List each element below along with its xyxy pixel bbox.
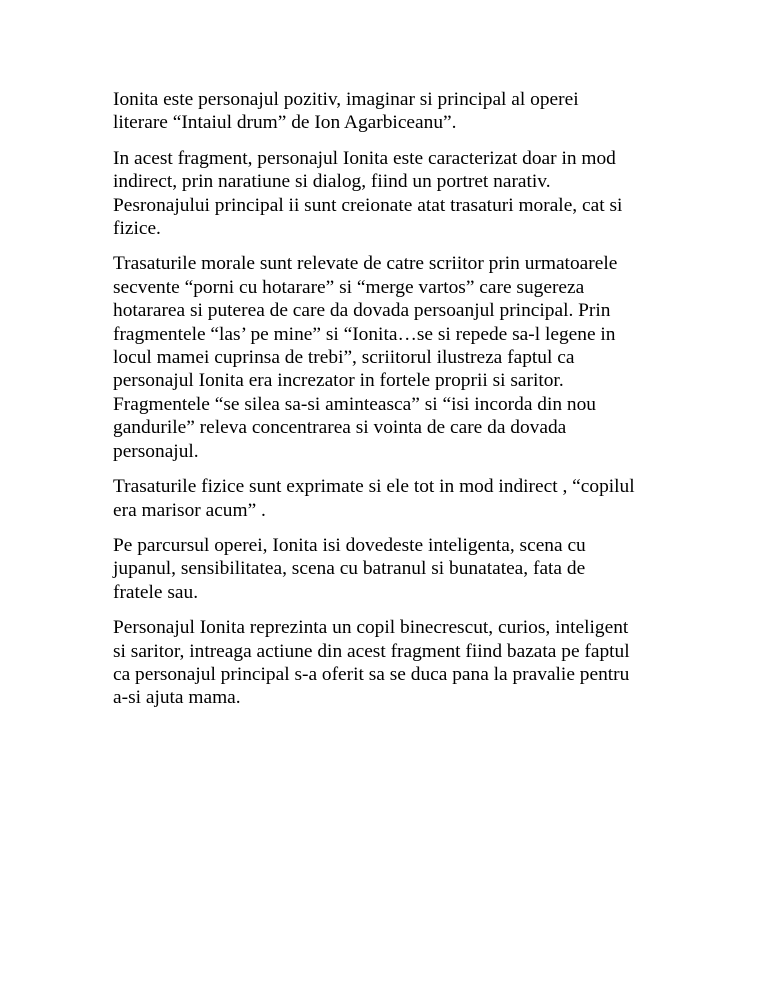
text-line: Pe parcursul operei, Ionita isi dovedeste inteligenta, scena cu <box>113 534 586 556</box>
text-line: fratele sau. <box>113 581 199 603</box>
text-line: hotararea si puterea de care da dovada persoanjul principal. Prin <box>113 300 611 322</box>
text-line: fragmentele “las’ pe mine” si “Ionita…se si repede sa-l legene in <box>113 323 616 345</box>
text-line: Personajul Ionita reprezinta un copil binecrescut, curios, inteligent <box>113 617 629 639</box>
text-line: ca personajul principal s-a oferit sa se duca pana la pravalie pentru <box>113 663 630 685</box>
text-line: Trasaturile morale sunt relevate de catre scriitor prin urmatoarele <box>113 253 618 275</box>
text-line: Trasaturile fizice sunt exprimate si ele tot in mod indirect , “copilul <box>113 476 635 498</box>
text-line: fizice. <box>113 218 161 240</box>
text-line: Ionita este personajul pozitiv, imaginar si principal al operei <box>113 89 579 110</box>
text-line: gandurile” releva concentrarea si vointa de care da dovada <box>113 417 567 439</box>
text-line: personajul. <box>113 440 199 462</box>
text-line: literare “Intaiul drum” de Ion Agarbiceanu”. <box>113 112 457 134</box>
text-line: a-si ajuta mama. <box>113 687 241 709</box>
text-line: indirect, prin naratiune si dialog, fiind un portret narativ. <box>113 171 551 193</box>
paragraph-characterization <box>113 147 658 241</box>
paragraph-moral-traits <box>113 252 658 463</box>
paragraph-physical-traits <box>113 475 658 522</box>
text-line: Fragmentele “se silea sa-si aminteasca” si “isi incorda din nou <box>113 393 596 415</box>
text-line: In acest fragment, personajul Ionita este caracterizat doar in mod <box>113 147 616 169</box>
text-line: jupanul, sensibilitatea, scena cu batranul si bunatatea, fata de <box>113 558 586 580</box>
text-line: personajul Ionita era increzator in fortele proprii si saritor. <box>113 370 564 392</box>
text-line: era marisor acum” . <box>113 499 266 521</box>
text-line: Pesronajului principal ii sunt creionate atat trasaturi morale, cat si <box>113 194 623 216</box>
paragraph-qualities <box>113 534 658 604</box>
text-line: locul mamei cuprinsa de trebi”, scriitorul ilustreza faptul ca <box>113 347 575 369</box>
text-line: si saritor, intreaga actiune din acest fragment fiind bazata pe faptul <box>113 640 630 662</box>
text-line: secvente “porni cu hotarare” si “merge vartos” care sugereza <box>113 276 585 298</box>
paragraph-intro <box>113 88 658 135</box>
paragraph-conclusion <box>113 616 658 710</box>
